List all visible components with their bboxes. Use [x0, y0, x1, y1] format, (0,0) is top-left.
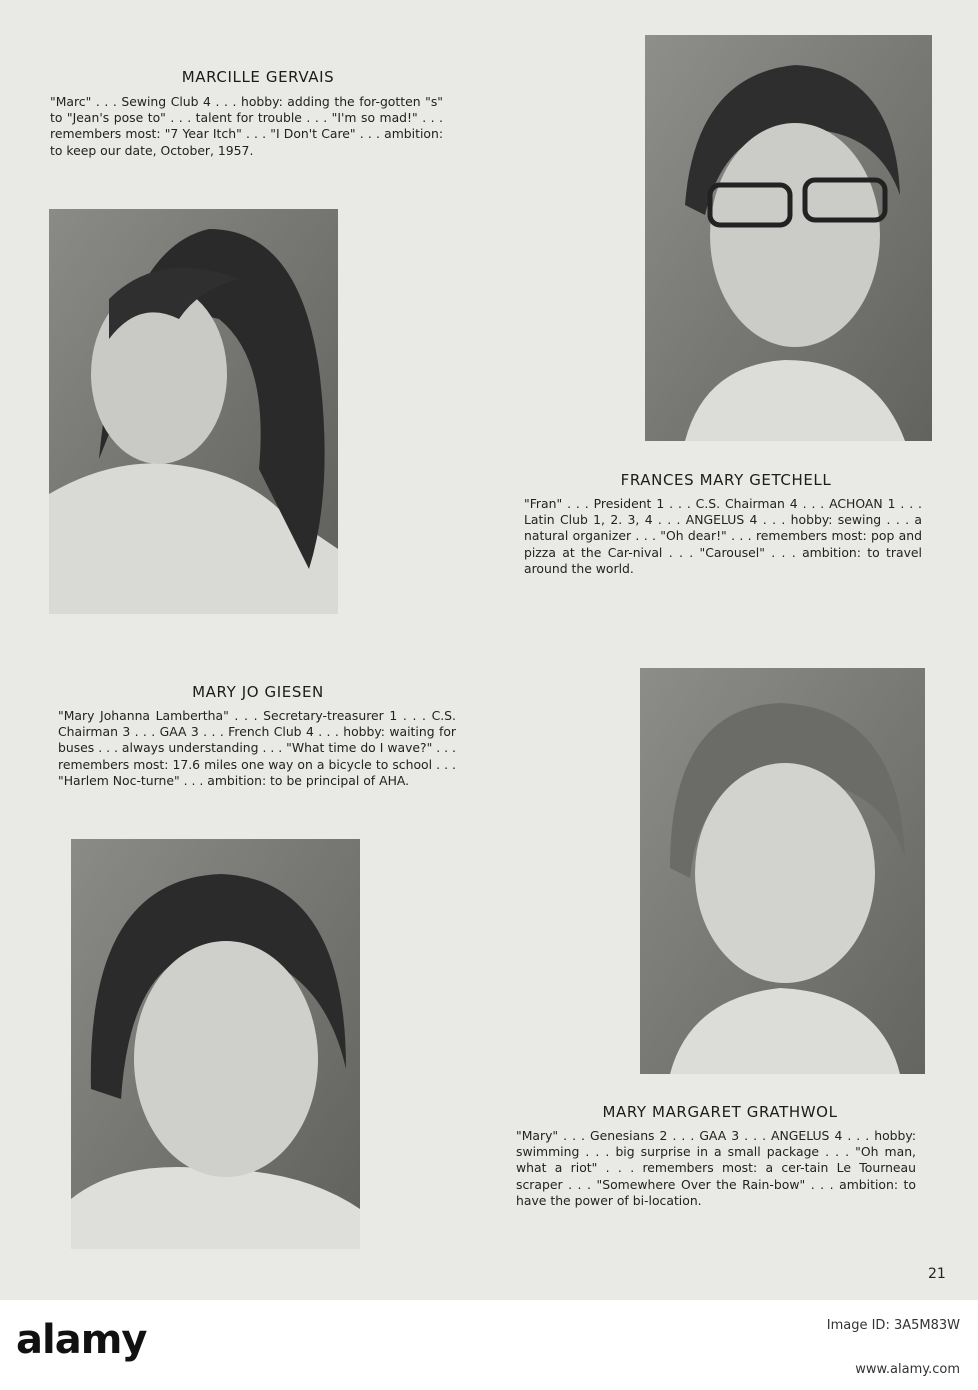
page-number: 21 — [928, 1266, 946, 1282]
student-portrait — [49, 209, 338, 614]
site-url: www.alamy.com — [855, 1362, 960, 1377]
student-portrait — [645, 35, 932, 441]
student-name: FRANCES MARY GETCHELL — [620, 471, 832, 489]
student-bio: "Marc" . . . Sewing Club 4 . . . hobby: adding the for-gotten "s" to "Jean's pose to" . . . talent for trouble . . . "I'm so mad!" . . . remembers most: "7 Year Itch" . . . "I Don't Care" . . . ambition: to keep our date, October, 1957. — [50, 94, 443, 158]
student-bio: "Mary" . . . Genesians 2 . . . GAA 3 . . . ANGELUS 4 . . . hobby: swimming . . . big surprise in a small package . . . "Oh man, what a riot" . . . remembers most: a cer-tain Le Tourneau scraper . . . "Somewhere Over the Rain-bow" . . . ambition: to have the power of bi-location. — [516, 1128, 916, 1208]
student-portrait — [640, 668, 925, 1074]
student-bio: "Mary Johanna Lambertha" . . . Secretary-treasurer 1 . . . C.S. Chairman 3 . . . GAA 3 . . . French Club 4 . . . hobby: waiting for buses . . . always understanding . . . "What time do I wave?" . . . remembers most: 17.6 miles one way on a bicycle to school . . . "Harlem Noc-turne" . . . ambition: to be principal of AHA. — [58, 708, 456, 788]
student-name: MARY MARGARET GRATHWOL — [602, 1103, 838, 1121]
alamy-logo: alamy — [16, 1317, 147, 1363]
watermark-footer — [0, 1300, 978, 1390]
student-name: MARY JO GIESEN — [192, 683, 324, 701]
student-portrait — [71, 839, 360, 1249]
image-id-label: Image ID: 3A5M83W — [826, 1318, 960, 1333]
student-bio: "Fran" . . . President 1 . . . C.S. Chairman 4 . . . ACHOAN 1 . . . Latin Club 1, 2. 3, 4 . . . ANGELUS 4 . . . hobby: sewing . . . a natural organizer . . . "Oh dear!" . . . remembers most: pop and pizza at the Car-nival . . . "Carousel" . . . ambition: to travel around the world. — [524, 496, 922, 576]
student-name: MARCILLE GERVAIS — [181, 68, 335, 86]
